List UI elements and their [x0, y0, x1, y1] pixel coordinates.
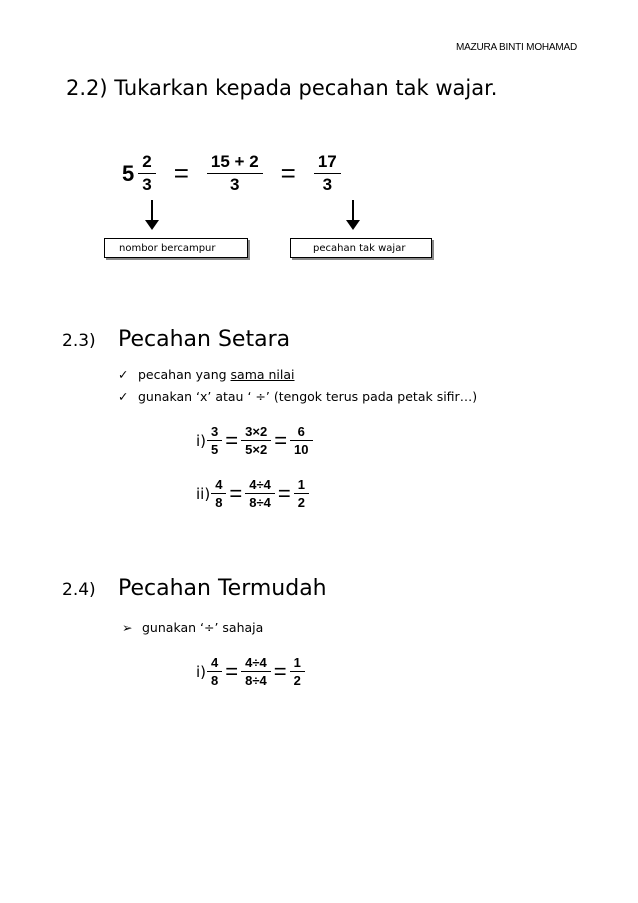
denominator: 8 — [211, 493, 226, 510]
fraction — [209, 152, 261, 195]
equals-sign: = — [273, 658, 287, 684]
numerator: 4 — [215, 477, 223, 492]
numerator: 6 — [297, 424, 305, 439]
heading-2-2: 2.2) Tukarkan kepada pecahan tak wajar. — [66, 76, 498, 100]
section-number: 2.4) — [62, 580, 96, 600]
bullet-text-underlined: sama nilai — [230, 367, 295, 382]
numerator: 3×2 — [245, 424, 268, 439]
author-name: MAZURA BINTI MOHAMAD — [456, 42, 578, 53]
label-box-mixed-number: nombor bercampur — [104, 238, 248, 258]
example-equation — [196, 424, 311, 457]
equals-sign: = — [280, 158, 296, 188]
fraction — [292, 424, 310, 457]
numerator: 4÷4 — [249, 477, 271, 492]
fraction — [247, 477, 273, 510]
denominator: 2 — [290, 671, 305, 688]
denominator: 3 — [138, 173, 155, 195]
fraction — [243, 424, 269, 457]
denominator: 8 — [207, 671, 222, 688]
heading-2-4 — [62, 576, 327, 601]
example-label: i) — [196, 662, 207, 681]
bullet-text: gunakan ‘x’ atau ‘ ÷’ (tengok terus pada petak sifir…) — [138, 389, 478, 404]
whole-number: 5 — [122, 160, 135, 186]
arrow-bullet-icon: ➢ — [122, 620, 133, 635]
numerator: 2 — [142, 152, 152, 171]
down-arrow-icon — [352, 200, 354, 228]
label-box-improper-fraction: pecahan tak wajar — [290, 238, 432, 258]
numerator: 1 — [293, 655, 301, 670]
mixed-number-equation — [122, 152, 339, 195]
denominator: 8÷4 — [241, 671, 271, 688]
bullet-item — [122, 620, 263, 635]
checkmark-icon: ✓ — [118, 389, 129, 404]
equals-sign: = — [229, 480, 243, 506]
section-number: 2.3) — [62, 331, 96, 351]
example-label: ii) — [196, 484, 211, 503]
fraction — [316, 152, 339, 195]
numerator: 4 — [211, 655, 219, 670]
equals-sign: = — [173, 158, 189, 188]
fraction — [140, 152, 153, 195]
denominator: 8÷4 — [245, 493, 275, 510]
equals-sign: = — [277, 480, 291, 506]
heading-2-3 — [62, 327, 290, 352]
equals-sign: = — [225, 427, 239, 453]
denominator: 2 — [294, 493, 309, 510]
checkmark-icon: ✓ — [118, 367, 129, 382]
example-label: i) — [196, 431, 207, 450]
denominator: 10 — [290, 440, 312, 457]
numerator: 3 — [211, 424, 219, 439]
bullet-text: pecahan yang — [138, 367, 231, 382]
denominator: 3 — [314, 173, 341, 195]
fraction — [209, 424, 220, 457]
equals-sign: = — [225, 658, 239, 684]
fraction — [292, 655, 303, 688]
fraction — [243, 655, 269, 688]
numerator: 17 — [317, 152, 337, 171]
bullet-item — [118, 367, 295, 382]
fraction — [209, 655, 220, 688]
denominator: 5 — [207, 440, 222, 457]
bullet-text: gunakan ‘÷’ sahaja — [142, 620, 264, 635]
example-equation — [196, 477, 307, 510]
equals-sign: = — [274, 427, 288, 453]
down-arrow-icon — [151, 200, 153, 228]
fraction — [213, 477, 224, 510]
bullet-item — [118, 389, 477, 404]
section-title: Pecahan Setara — [118, 327, 291, 352]
numerator: 1 — [297, 477, 305, 492]
denominator: 3 — [207, 173, 263, 195]
section-title: Pecahan Termudah — [118, 576, 327, 601]
fraction — [296, 477, 307, 510]
example-equation — [196, 655, 303, 688]
denominator: 5×2 — [241, 440, 271, 457]
numerator: 4÷4 — [245, 655, 267, 670]
numerator: 15 + 2 — [210, 152, 259, 171]
